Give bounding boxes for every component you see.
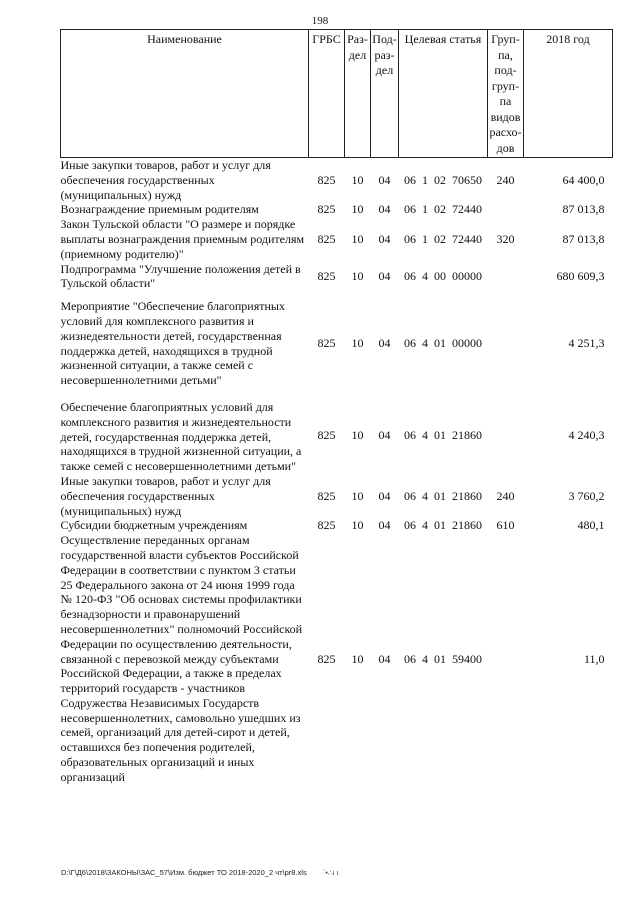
row-podrazdel: 04 (378, 427, 391, 442)
row-razdel: 10 (351, 231, 364, 246)
table-row (61, 396, 613, 474)
row-expense-group (488, 202, 524, 217)
row-grbs: 825 (317, 268, 336, 283)
row-name: Иные закупки товаров, работ и услуг для обеспечения государственных (муниципальных) нужд (60, 473, 271, 518)
row-sum: 680 609,3 (556, 268, 605, 283)
row-podrazdel: 04 (378, 202, 391, 217)
header-expense-group: Груп- па, под- груп- па видов расхо- дов (488, 30, 524, 158)
row-grbs: 825 (317, 172, 336, 187)
row-name: Субсидии бюджетным учреждениям (60, 518, 248, 533)
row-podrazdel: 04 (378, 488, 391, 503)
footer-file-path (61, 868, 338, 877)
row-razdel: 10 (351, 427, 364, 442)
row-razdel: 10 (351, 202, 364, 217)
row-podrazdel: 04 (378, 518, 391, 533)
row-podrazdel: 04 (378, 231, 391, 246)
table-row (61, 474, 613, 518)
footer-mark: ´•∴ι ι (322, 868, 339, 877)
row-grbs: 825 (317, 231, 336, 246)
table-row (61, 291, 613, 396)
row-expense-group (488, 396, 524, 474)
row-expense-group: 240 (496, 488, 515, 503)
row-sum: 87 013,8 (562, 231, 605, 246)
row-target-article: 06 4 01 21860 (404, 427, 482, 442)
header-name: Наименование (61, 30, 309, 158)
row-name: Иные закупки товаров, работ и услуг для обеспечения государственных (муниципальных) нужд (60, 158, 271, 202)
row-expense-group: 320 (496, 231, 515, 246)
row-sum: 3 760,2 (568, 488, 605, 503)
row-expense-group: 610 (496, 518, 515, 533)
header-target-article: Целевая статья (399, 30, 488, 158)
row-grbs: 825 (317, 336, 336, 351)
row-sum: 4 251,3 (568, 336, 605, 351)
header-razdel: Раз- дел (345, 30, 371, 158)
table-row (61, 202, 613, 217)
row-razdel: 10 (351, 488, 364, 503)
row-target-article: 06 1 02 72440 (404, 202, 482, 217)
row-target-article: 06 4 01 21860 (404, 518, 482, 533)
row-name: Осуществление переданных органам государственной власти субъектов Российской Федерации в соответствии с пунктом 3 статьи 25 Федерального закона от 24 июня 1999 года № 120-ФЗ "Об основах системы профилактики безнадзорности и правонарушений несовершеннолетних" полномочий Российской Федерации по осуществлению деятельности, связанной с перевозкой между субъектами Российской Федерации, а также в пределах территорий государств - участников Содружества Независимых Государств несовершеннолетних, самовольно ушедших из семей, организаций для детей-сирот и детей, оставшихся без попечения родителей, образовательных организаций и иных организаций (60, 533, 303, 784)
row-grbs: 825 (317, 427, 336, 442)
row-grbs: 825 (317, 488, 336, 503)
footer-path-text: D:\Г\Д6\2018\ЗАКОНЫ\ЗАС_57\Изм. бюджет ТО 2018-2020_2 чт\pr8.xls (61, 868, 307, 877)
row-razdel: 10 (351, 336, 364, 351)
row-target-article: 06 1 02 70650 (404, 172, 482, 187)
header-grbs: ГРБС (309, 30, 345, 158)
header-podrazdel: Под- раз- дел (371, 30, 399, 158)
budget-table (60, 29, 613, 785)
row-sum: 4 240,3 (568, 427, 605, 442)
row-sum: 11,0 (583, 651, 605, 666)
row-target-article: 06 4 01 00000 (404, 336, 482, 351)
row-podrazdel: 04 (378, 336, 391, 351)
row-target-article: 06 4 00 00000 (404, 268, 482, 283)
table-row (61, 533, 613, 785)
row-sum: 64 400,0 (562, 172, 605, 187)
row-sum: 480,1 (577, 518, 605, 533)
row-podrazdel: 04 (378, 172, 391, 187)
row-name: Обеспечение благоприятных условий для комплексного развития и жизнедеятельности детей, государственная поддержка детей, находящихся в трудной жизненной ситуации, а также семей с несовершеннолетними детьми" (60, 399, 302, 474)
header-year: 2018 год (524, 30, 613, 158)
row-name: Мероприятие "Обеспечение благоприятных условий для комплексного развития и жизнедеятельности детей, государственная поддержка детей, находящихся в трудной жизненной ситуации, а также семей с несовершеннолетними детьми" (60, 299, 285, 388)
row-podrazdel: 04 (378, 268, 391, 283)
row-razdel: 10 (351, 518, 364, 533)
table-row (61, 262, 613, 292)
row-razdel: 10 (351, 268, 364, 283)
table-row (61, 158, 613, 203)
row-expense-group: 240 (496, 172, 515, 187)
row-name: Закон Тульской области "О размере и порядке выплаты вознаграждения приемным родителям (приемному родителю)" (60, 217, 305, 261)
row-name: Вознаграждение приемным родителям (60, 202, 259, 217)
row-razdel: 10 (351, 651, 364, 666)
table-row (61, 518, 613, 533)
row-grbs: 825 (317, 518, 336, 533)
row-grbs: 825 (317, 651, 336, 666)
row-razdel: 10 (351, 172, 364, 187)
row-grbs: 825 (317, 202, 336, 217)
row-target-article: 06 1 02 72440 (404, 231, 482, 246)
row-target-article: 06 4 01 59400 (404, 651, 482, 666)
row-expense-group (488, 262, 524, 292)
table-row (61, 217, 613, 261)
row-expense-group (488, 533, 524, 785)
table-header-row (61, 30, 613, 158)
row-target-article: 06 4 01 21860 (404, 488, 482, 503)
row-expense-group (488, 291, 524, 396)
page-number: 198 (311, 15, 329, 27)
row-sum: 87 013,8 (562, 202, 605, 217)
row-podrazdel: 04 (378, 651, 391, 666)
row-name: Подпрограмма "Улучшение положения детей в Тульской области" (60, 261, 301, 291)
